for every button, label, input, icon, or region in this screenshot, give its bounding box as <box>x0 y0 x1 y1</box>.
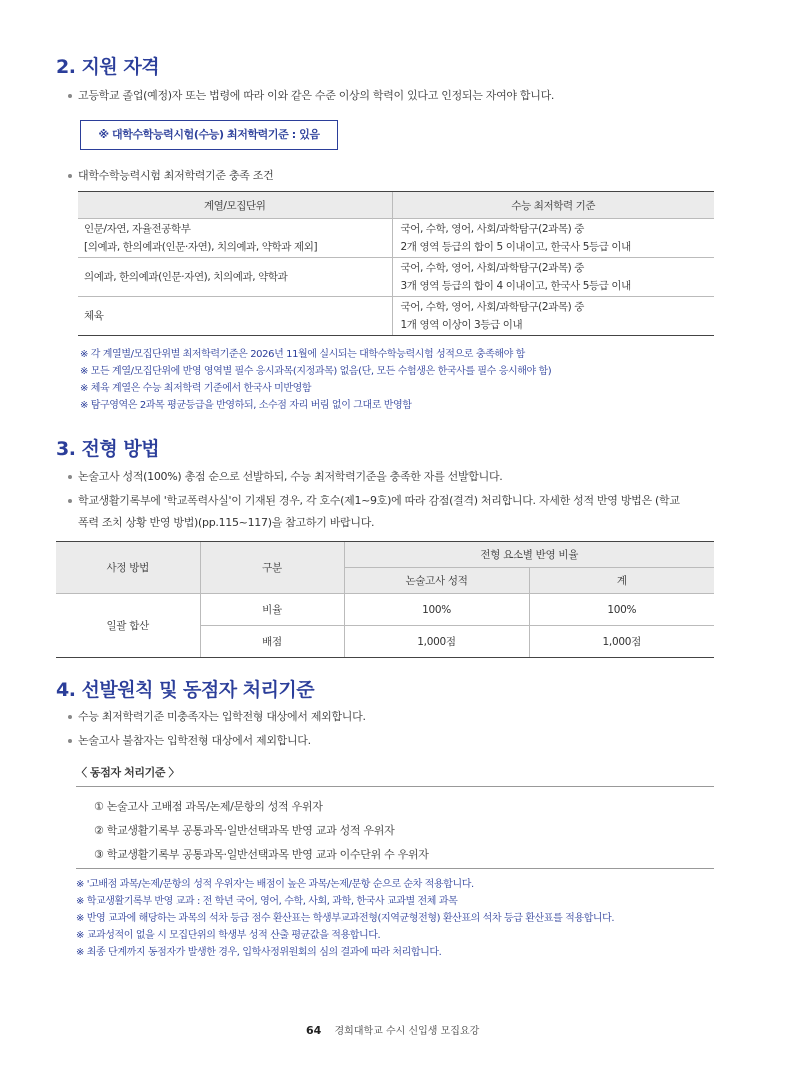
bullet-line: 학교생활기록부에 '학교폭력사실'이 기재된 경우, 각 호수(제1~9호)에 따라 감점(결격) 처리합니다. 자세한 성적 반영 방법은 (학교 <box>78 494 680 507</box>
total-cell: 100% <box>529 594 714 626</box>
divider <box>76 868 714 869</box>
criteria-line: 2개 영역 등급의 합이 5 이내이고, 한국사 5등급 이내 <box>400 241 631 253</box>
divider <box>76 786 714 787</box>
table-row <box>56 594 714 626</box>
table-row <box>78 258 714 297</box>
selection-bullet: 논술고사 성적(100%) 총점 순으로 선발하되, 수능 최저학력기준을 충족한 자를 선발합니다. <box>78 466 502 488</box>
footnote: ※ 최종 단계까지 동점자가 발생한 경우, 입학사정위원회의 심의 결과에 따라 처리합니다. <box>76 947 442 958</box>
eligibility-bullet: 고등학교 졸업(예정)자 또는 법령에 따라 이와 같은 수준 이상의 학력이 있다고 인정되는 자여야 합니다. <box>78 85 554 107</box>
criteria-line: 국어, 수학, 영어, 사회/과학탐구(2과목) 중 <box>400 223 585 235</box>
section-2-title: 2. 지원 자격 <box>56 56 160 78</box>
essay-cell: 1,000점 <box>344 626 529 658</box>
column-header-unit: 계열/모집단위 <box>78 192 392 219</box>
header-total: 계 <box>529 568 714 594</box>
footer-title: 경희대학교 수시 신입생 모집요강 <box>334 1026 480 1037</box>
column-header-criteria: 수능 최저학력 기준 <box>392 192 714 219</box>
header-ratio: 전형 요소별 반영 비율 <box>344 542 714 568</box>
section-4-title: 4. 선발원칙 및 동점자 처리기준 <box>56 679 315 701</box>
csat-minimum-box: ※ 대학수학능력시험(수능) 최저학력기준 : 있음 <box>80 120 338 150</box>
criteria-cell <box>392 297 714 336</box>
section-3-title: 3. 전형 방법 <box>56 438 160 460</box>
exclusion-bullet: 수능 최저학력기준 미충족자는 입학전형 대상에서 제외합니다. <box>78 706 366 728</box>
criteria-cell <box>392 219 714 258</box>
table-row <box>78 297 714 336</box>
footnote: ※ 교과성적이 없을 시 모집단위의 학생부 성적 산출 평균값을 적용합니다. <box>76 930 381 941</box>
unit-cell <box>78 219 392 258</box>
criteria-line: 국어, 수학, 영어, 사회/과학탐구(2과목) 중 <box>400 262 585 274</box>
school-violence-bullet <box>78 490 718 534</box>
footnote: ※ 반영 교과에 해당하는 과목의 석차 등급 점수 환산표는 학생부교과전형(지역균형전형) 환산표의 석차 등급 환산표를 적용합니다. <box>76 913 615 924</box>
csat-criteria-table <box>78 191 714 336</box>
criteria-line: 국어, 수학, 영어, 사회/과학탐구(2과목) 중 <box>400 301 585 313</box>
header-category: 구분 <box>200 542 344 594</box>
criteria-line: 3개 영역 등급의 합이 4 이내이고, 한국사 5등급 이내 <box>400 280 631 292</box>
note: ※ 각 계열별/모집단위별 최저학력기준은 2026년 11월에 실시되는 대학수학능력시험 성적으로 충족해야 함 <box>80 349 525 360</box>
evaluation-table <box>56 541 714 658</box>
criteria-cell <box>392 258 714 297</box>
category-cell: 비율 <box>200 594 344 626</box>
criteria-line: 1개 영역 이상이 3등급 이내 <box>400 319 523 331</box>
table-header-row <box>56 542 714 568</box>
category-cell: 배점 <box>200 626 344 658</box>
tie-break-criterion: ③ 학교생활기록부 공통과목·일반선택과목 반영 교과 이수단위 수 우위자 <box>94 848 429 861</box>
tie-break-subtitle: 〈 동점자 처리기준 〉 <box>76 766 180 779</box>
note: ※ 모든 계열/모집단위에 반영 영역별 필수 응시과목(지정과목) 없음(단, 모든 수험생은 한국사를 필수 응시해야 함) <box>80 366 552 377</box>
table-row <box>78 219 714 258</box>
page-number: 64 <box>306 1024 322 1037</box>
unit-line: 인문/자연, 자율전공학부 <box>84 223 191 235</box>
header-method: 사정 방법 <box>56 542 200 594</box>
unit-line: [의예과, 한의예과(인문·자연), 치의예과, 약학과 제외] <box>84 241 318 253</box>
bullet-line: 폭력 조치 상황 반영 방법)(pp.115~117)을 참고하기 바랍니다. <box>78 516 375 529</box>
tie-break-criterion: ① 논술고사 고배점 과목/논제/문항의 성적 우위자 <box>94 800 323 813</box>
method-cell: 일괄 합산 <box>56 594 200 658</box>
note: ※ 체육 계열은 수능 최저학력 기준에서 한국사 미반영함 <box>80 383 312 394</box>
header-essay: 논술고사 성적 <box>344 568 529 594</box>
table-header-row <box>78 192 714 219</box>
absence-bullet: 논술고사 불참자는 입학전형 대상에서 제외합니다. <box>78 730 311 752</box>
unit-cell: 의예과, 한의예과(인문·자연), 치의예과, 약학과 <box>78 258 392 297</box>
tie-break-criterion: ② 학교생활기록부 공통과목·일반선택과목 반영 교과 성적 우위자 <box>94 824 395 837</box>
total-cell: 1,000점 <box>529 626 714 658</box>
note: ※ 탐구영역은 2과목 평균등급을 반영하되, 소수점 자리 버림 없이 그대로 반영함 <box>80 400 412 411</box>
footnote: ※ 학교생활기록부 반영 교과 : 전 학년 국어, 영어, 수학, 사회, 과학, 한국사 교과별 전체 과목 <box>76 896 458 907</box>
page-footer <box>306 1022 479 1037</box>
essay-cell: 100% <box>344 594 529 626</box>
unit-cell: 체육 <box>78 297 392 336</box>
csat-condition-bullet: 대학수학능력시험 최저학력기준 충족 조건 <box>78 165 273 187</box>
footnote: ※ '고배점 과목/논제/문항의 성적 우위자'는 배점이 높은 과목/논제/문항 순으로 순차 적용합니다. <box>76 879 474 890</box>
